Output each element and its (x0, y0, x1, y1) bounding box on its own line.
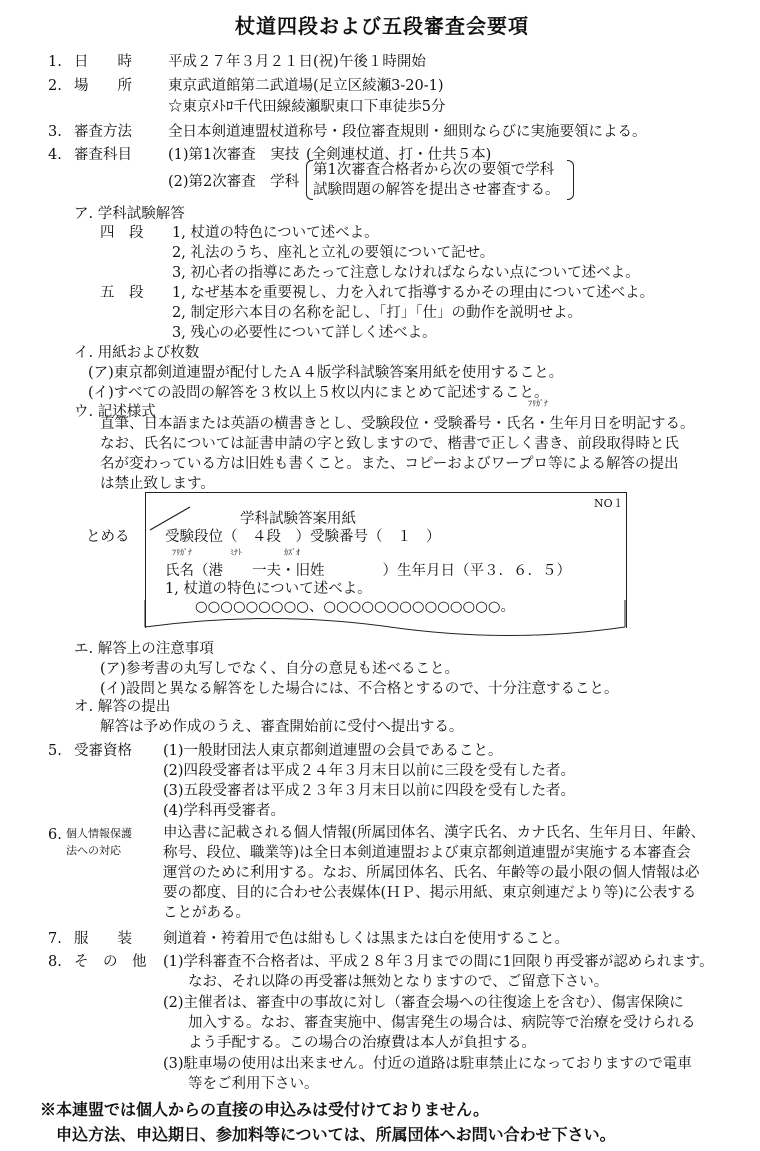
yondan-q2: 2, 礼法のうち、座礼と立礼の要領について記せ。 (172, 245, 495, 261)
subsection-a-heading: ア. 学科試験解答 (74, 206, 185, 222)
section-5-item2: (2)四段受審者は平成２４年３月末日以前に三段を受有した者。 (163, 763, 576, 779)
form-title: 学科試験答案用紙 (240, 511, 356, 527)
furigana-note: ﾌﾘｶﾞﾅ (528, 399, 548, 408)
section-7-label: 服 装 (74, 931, 132, 947)
section-8-line1: (1)学科審査不合格者は、平成２８年３月までの間に1回限り再受審が認められます。 (163, 954, 714, 970)
section-8-line7: 等をご利用下さい。 (188, 1076, 319, 1092)
section-8-line3: (2)主催者は、審査中の事故に対し（審査会場への往復途上を含む）、傷害保険に (163, 995, 684, 1011)
form-question-line: 1, 杖道の特色について述べよ。 (165, 581, 372, 597)
section-6-label-line2: 法への対応 (66, 844, 121, 857)
section-5-item1: (1)一般財団法人東京都剣道連盟の会員であること。 (163, 743, 503, 759)
subsection-u-line4: は禁止致します。 (100, 476, 215, 492)
section-3-label: 審査方法 (74, 124, 132, 140)
section-7-text: 剣道着・袴着用で色は紺もしくは黒または白を使用すること。 (163, 931, 569, 947)
section-5-item3: (3)五段受審者は平成２３年３月末日以前に四段を受有した者。 (163, 783, 576, 799)
section-5-number: 5. (48, 743, 62, 759)
section-6-line4: 要の都度、目的に合わせ公表媒体(ＨＰ、掲示用紙、東京剣連だより等)に公表する (163, 885, 697, 901)
yondan-q1: 1, 杖道の特色について述べよ。 (172, 225, 379, 241)
section-7-number: 7. (48, 931, 62, 947)
subsection-e-line1: (ア)参考書の丸写しでなく、自分の意見も述べること。 (100, 661, 460, 677)
section-1-label: 日 時 (74, 54, 132, 70)
form-page-number: NO１ (594, 497, 624, 510)
footer-notice-line1: ※本連盟では個人からの直接の申込みは受付けておりません。 (40, 1100, 489, 1119)
bracket-left (306, 160, 313, 200)
page-title: 杖道四段および五段審査会要項 (235, 14, 529, 38)
section-5-item4: (4)学科再受審者。 (163, 803, 286, 819)
section-2-line1: 東京武道館第二武道場(足立区綾瀬3-20-1) (168, 78, 444, 94)
godan-label: 五 段 (100, 285, 144, 301)
section-4-row1-a: (1)第1次審査 実技 (168, 147, 300, 163)
section-8-line4: 加入する。なお、審査実施中、傷害発生の場合は、病院等で治療を受けられる (188, 1015, 696, 1031)
section-4-row2-b2: 試験問題の解答を提出させ審査する。 (313, 182, 560, 198)
section-4-row2-a: (2)第2次審査 学科 (168, 174, 300, 190)
form-answer-circles: ○○○○○○○○○、○○○○○○○○○○○○○○。 (195, 599, 515, 615)
section-8-line2: なお、それ以降の再受審は無効となりますので、ご留意下さい。 (188, 974, 609, 990)
subsection-i-line1: (ア)東京都剣道連盟が配付したＡ４版学科試験答案用紙を使用すること。 (88, 365, 564, 381)
section-6-label-line1: 個人情報保護 (66, 827, 132, 840)
section-3-text: 全日本剣道連盟杖道称号・段位審査規則・細則ならびに実施要領による。 (168, 124, 647, 140)
section-1-text: 平成２７年３月２１日(祝)午後１時開始 (168, 54, 426, 70)
subsection-o-line1: 解答は予め作成のうえ、審査開始前に受付へ提出する。 (100, 719, 464, 735)
section-8-label: そ の 他 (74, 954, 147, 970)
yondan-label: 四 段 (100, 225, 144, 241)
form-furigana-3: ｶｽﾞｵ (284, 548, 300, 557)
subsection-o-heading: オ. 解答の提出 (74, 699, 171, 715)
subsection-u-heading: ウ. 記述様式 (74, 404, 156, 420)
form-furigana-1: ﾌﾘｶﾞﾅ (172, 548, 192, 557)
section-6-line3: 運営のために利用する。なお、所属団体名、氏名、年齢等の最小限の個人情報は必 (163, 865, 700, 881)
yondan-q3: 3, 初心者の指導にあたって注意しなければならない点について述べよ。 (172, 265, 640, 281)
section-4-number: 4. (48, 147, 62, 163)
section-6-line1: 申込書に記載される個人情報(所属団体名、漢字氏名、カナ氏名、生年月日、年齢、 (163, 825, 706, 841)
section-1-number: 1. (48, 54, 62, 70)
section-8-line5: よう手配する。この場合の治療費は本人が負担する。 (188, 1035, 536, 1051)
section-2-line2: ☆東京ﾒﾄﾛ千代田線綾瀬駅東口下車徒歩5分 (168, 99, 446, 115)
section-4-row2-b1: 第1次審査合格者から次の要領で学科 (313, 162, 555, 178)
form-furigana-2: ﾐﾅﾄ (230, 548, 242, 557)
subsection-u-line2: なお、氏名については証書申請の字と致しますので、楷書で正しく書き、前段取得時と氏 (100, 436, 679, 452)
section-2-label: 場 所 (74, 78, 132, 94)
section-4-row1-b: (全剣連杖道、打・仕共５本) (306, 147, 492, 163)
subsection-u-line3: 名が変わっている方は旧姓も書くこと。また、コピーおよびワープロ等による解答の提出 (100, 456, 679, 472)
subsection-i-heading: イ. 用紙および枚数 (74, 345, 200, 361)
bracket-right (567, 160, 574, 200)
section-6-number: 6. (48, 827, 62, 843)
godan-q2: 2, 制定形六本目の名称を記し、「打」「仕」の動作を説明せよ。 (172, 305, 582, 321)
section-3-number: 3. (48, 124, 62, 140)
section-5-label: 受審資格 (74, 743, 132, 759)
form-dan-line: 受験段位（ ４段 ）受験番号（ １ ） (165, 529, 441, 545)
subsection-e-line2: (イ)設問と異なる解答をした場合には、不合格とするので、十分注意すること。 (100, 681, 619, 697)
godan-q3: 3, 残心の必要性について詳しく述べよ。 (172, 325, 437, 341)
subsection-u-line1: 直筆、日本語または英語の横書きとし、受験段位・受験番号・氏名・生年月日を明記する。 (100, 416, 695, 432)
section-2-number: 2. (48, 78, 62, 94)
footer-notice-line2: 申込方法、申込期日、参加料等については、所属団体へお問い合わせ下さい。 (56, 1125, 616, 1144)
section-8-line6: (3)駐車場の使用は出来ません。付近の道路は駐車禁止になっておりますので電車 (163, 1056, 692, 1072)
godan-q1: 1, なぜ基本を重要視し、力を入れて指導するかその理由について述べよ。 (172, 285, 655, 301)
section-8-number: 8. (48, 954, 62, 970)
section-6-line5: ことがある。 (163, 905, 250, 921)
subsection-e-heading: エ. 解答上の注意事項 (74, 641, 214, 657)
form-name-line: 氏名（港 一夫・旧姓 ）生年月日（平３．６．５） (165, 563, 571, 579)
section-4-label: 審査科目 (74, 147, 132, 163)
staple-label: とめる (86, 529, 130, 545)
subsection-i-line2: (イ)すべての設問の解答を３枚以上５枚以内にまとめて記述すること。 (88, 385, 549, 401)
section-6-line2: 称号、段位、職業等)は全日本剣道連盟および東京都剣道連盟が実施する本審査会 (163, 845, 691, 861)
